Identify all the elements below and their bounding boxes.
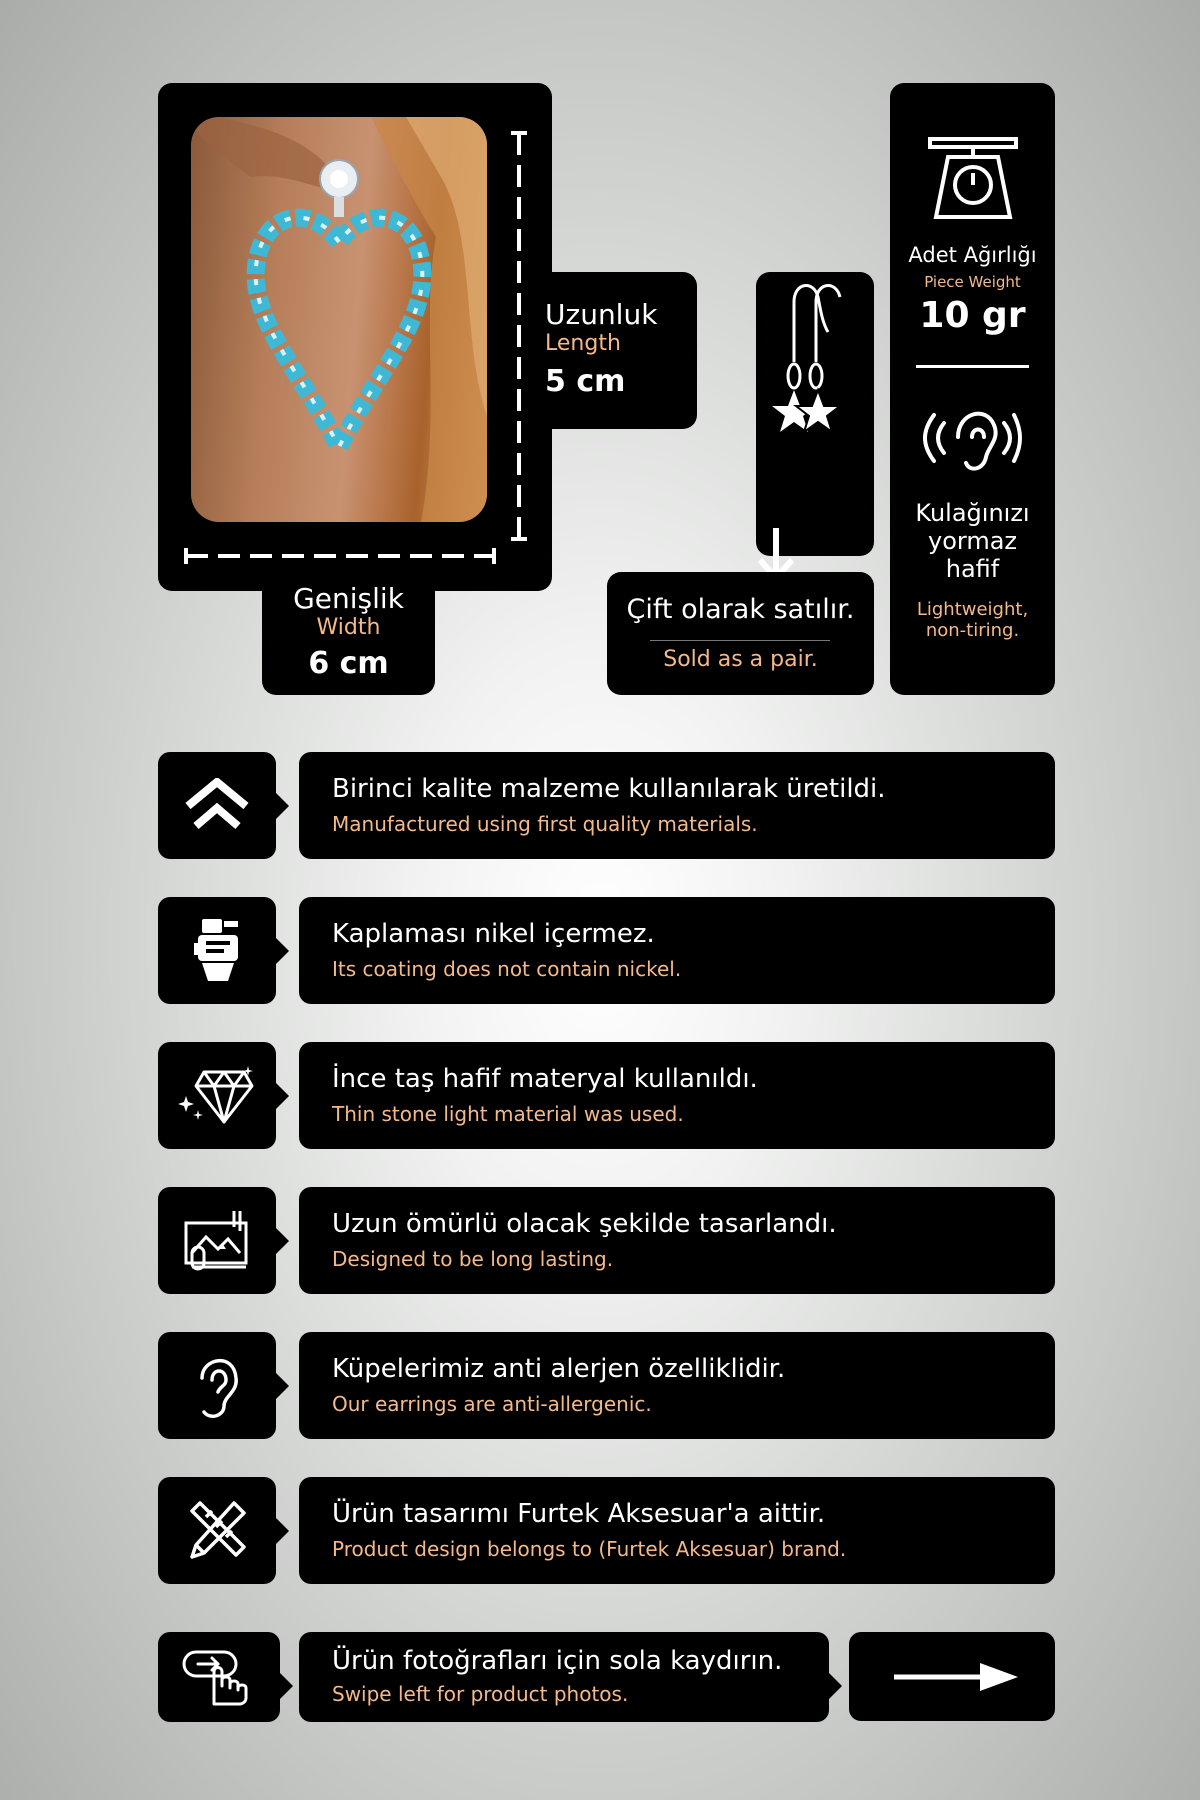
hook-earring-box	[756, 272, 874, 556]
feature-text: Kaplaması nikel içermez.	[332, 919, 655, 949]
weight-info-column	[890, 83, 1055, 695]
star-earrings-icon	[756, 272, 846, 522]
feature-icon-box	[158, 1187, 276, 1294]
weight-label: Adet Ağırlığı	[908, 243, 1037, 267]
sold-as-pair-box	[607, 572, 874, 695]
earring-illustration	[191, 117, 487, 522]
swipe-arrow-box[interactable]	[849, 1632, 1055, 1721]
feature-text: Birinci kalite malzeme kullanılarak üretildi.	[332, 774, 886, 804]
feature-icon-box	[158, 1632, 280, 1722]
feature-text-en: Product design belongs to (Furtek Aksesuar) brand.	[332, 1537, 847, 1561]
feature-row	[299, 1042, 1055, 1149]
comfort-line-1: Kulağınızı	[915, 499, 1030, 527]
length-label-en: Length	[545, 331, 621, 356]
width-label-en: Width	[316, 615, 381, 640]
feature-icon-box	[158, 1332, 276, 1439]
feature-row	[299, 1187, 1055, 1294]
length-value: 5 cm	[545, 364, 626, 399]
pair-label: Çift olarak satılır.	[626, 594, 855, 625]
feature-text-en: Its coating does not contain nickel.	[332, 957, 682, 981]
product-photo	[191, 117, 487, 522]
product-photo-panel	[158, 83, 552, 591]
ear-icon	[196, 1352, 240, 1420]
feature-text-en: Our earrings are anti-allergenic.	[332, 1392, 652, 1416]
arrow-right-icon	[894, 1661, 1020, 1693]
coating-spray-icon	[192, 915, 244, 985]
feature-text: Ürün tasarımı Furtek Aksesuar'a aittir.	[332, 1499, 826, 1529]
weight-divider	[916, 365, 1029, 368]
feature-icon-box	[158, 897, 276, 1004]
width-value: 6 cm	[308, 646, 389, 681]
ear-sound-icon	[922, 397, 1022, 477]
width-dimension-line	[184, 546, 496, 566]
feature-row	[299, 752, 1055, 859]
width-label: Genişlik	[293, 582, 404, 615]
diamond-icon	[178, 1066, 254, 1126]
comfort-en-line-2: non-tiring.	[925, 620, 1020, 641]
feature-text: Ürün fotoğrafları için sola kaydırın.	[332, 1646, 783, 1676]
feature-text: Küpelerimiz anti alerjen özelliklidir.	[332, 1354, 786, 1384]
width-info-box	[262, 578, 435, 695]
feature-text-en: Thin stone light material was used.	[332, 1102, 684, 1126]
feature-row	[299, 1632, 829, 1722]
design-board-icon	[184, 1209, 250, 1273]
feature-text: İnce taş hafif materyal kullanıldı.	[332, 1064, 758, 1094]
feature-text-en: Designed to be long lasting.	[332, 1247, 614, 1271]
feature-icon-box	[158, 752, 276, 859]
weight-label-en: Piece Weight	[924, 273, 1021, 291]
feature-row	[299, 1332, 1055, 1439]
quality-chevron-icon	[184, 778, 250, 834]
feature-icon-box	[158, 1477, 276, 1584]
comfort-line-2: yormaz	[927, 527, 1017, 555]
length-info-box	[535, 272, 697, 429]
weight-value: 10 gr	[919, 295, 1026, 336]
feature-text-en: Swipe left for product photos.	[332, 1682, 629, 1706]
feature-text-en: Manufactured using first quality materials.	[332, 812, 758, 836]
swipe-hand-icon	[182, 1650, 256, 1706]
feature-text: Uzun ömürlü olacak şekilde tasarlandı.	[332, 1209, 837, 1239]
pair-label-en: Sold as a pair.	[663, 647, 818, 672]
length-dimension-line	[509, 131, 529, 541]
pair-divider	[650, 640, 830, 641]
feature-icon-box	[158, 1042, 276, 1149]
kitchen-scale-icon	[926, 135, 1020, 221]
feature-row	[299, 897, 1055, 1004]
comfort-line-3: hafif	[945, 555, 1000, 583]
length-label: Uzunluk	[545, 298, 658, 331]
pencil-ruler-icon	[186, 1497, 248, 1563]
feature-row	[299, 1477, 1055, 1584]
comfort-en-line-1: Lightweight,	[916, 599, 1029, 620]
